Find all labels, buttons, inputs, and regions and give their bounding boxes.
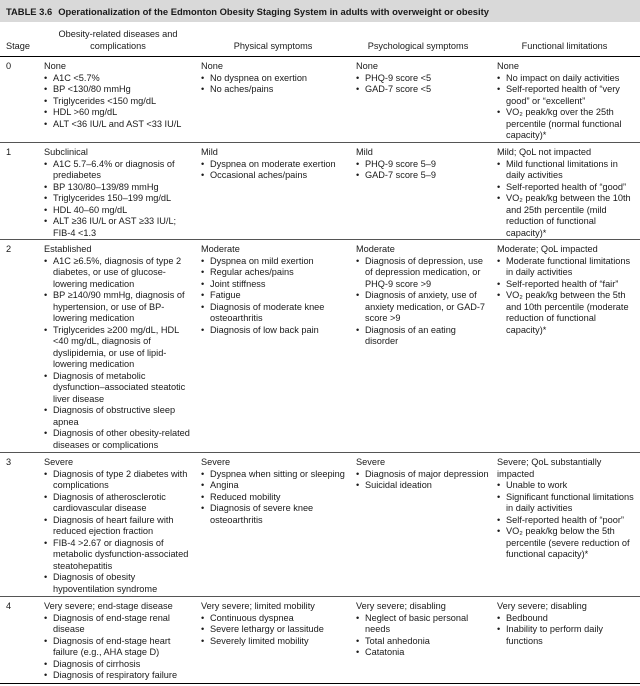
list-item: • HDL 40–60 mg/dL <box>44 205 194 217</box>
list-item: • VO₂ peak/kg below the 5th percentile (severe reduction of functional capacity)* <box>497 526 637 561</box>
list-item: • Diagnosis of end-stage renal disease <box>44 613 194 636</box>
list-item: • Inability to perform daily functions <box>497 624 637 647</box>
list-item: • Fatigue <box>201 290 349 302</box>
header-physical: Physical symptoms <box>233 41 313 51</box>
severity-label: None <box>356 61 378 71</box>
list-item: • Mild functional limitations in daily activities <box>497 159 637 182</box>
list-item: • Diagnosis of end-stage heart failure (e.g., AHA stage D) <box>44 636 194 659</box>
row-1-functional <box>497 147 637 239</box>
list-item: • No aches/pains <box>201 84 349 96</box>
list-item: • Severely limited mobility <box>201 636 349 648</box>
list-item: • Regular aches/pains <box>201 267 349 279</box>
list-item: • Neglect of basic personal needs <box>356 613 490 636</box>
list-item: • Suicidal ideation <box>356 480 490 492</box>
list-item: • No dyspnea on exertion <box>201 73 349 85</box>
severity-label: Severe <box>201 457 231 467</box>
list-item: • Reduced mobility <box>201 492 349 504</box>
list-item: • Diagnosis of cirrhosis <box>44 659 194 671</box>
list-item: • FIB-4 >2.67 or diagnosis of metabolic dysfunction-associated steatohepatitis <box>44 538 194 573</box>
list-item: • Diagnosis of moderate knee osteoarthritis <box>201 302 349 325</box>
header-stage: Stage <box>6 41 31 51</box>
severity-label: Very severe; disabling <box>497 601 587 611</box>
table-title: Operationalization of the Edmonton Obesity Staging System in adults with overweight or obesity <box>58 6 489 17</box>
list-item: • Diagnosis of metabolic dysfunction–associated steatotic liver disease <box>44 371 194 406</box>
severity-label: Mild; QoL not impacted <box>497 147 592 157</box>
list-item: • Diagnosis of depression, use of depression medication, or PHQ-9 score >9 <box>356 256 490 291</box>
severity-label: None <box>44 61 66 71</box>
row-3-diseases <box>44 457 194 595</box>
stage-number: 2 <box>6 244 12 254</box>
list-item: • Self-reported health of “fair” <box>497 279 637 291</box>
list-item: • Diagnosis of respiratory failure <box>44 670 194 682</box>
list-item: • ALT ≥36 IU/L or AST ≥33 IU/L; FIB-4 <1.3 <box>44 216 194 239</box>
row-1-physical <box>201 147 349 182</box>
row-1-psych <box>356 147 490 182</box>
severity-label: Moderate <box>356 244 395 254</box>
list-item: • Moderate functional limitations in daily activities <box>497 256 637 279</box>
list-item: • ALT <36 IU/L and AST <33 IU/L <box>44 119 194 131</box>
list-item: • Diagnosis of type 2 diabetes with complications <box>44 469 194 492</box>
list-item: • Dyspnea when sitting or sleeping <box>201 469 349 481</box>
list-item: • Continuous dyspnea <box>201 613 349 625</box>
list-item: • Triglycerides 150–199 mg/dL <box>44 193 194 205</box>
list-item: • Bedbound <box>497 613 637 625</box>
table-title-bar <box>0 0 640 22</box>
severity-label: Very severe; end-stage disease <box>44 601 173 611</box>
list-item: • Catatonia <box>356 647 490 659</box>
row-divider <box>0 596 640 597</box>
row-divider <box>0 239 640 240</box>
list-item: • Self-reported health of “poor” <box>497 515 637 527</box>
row-3-functional <box>497 457 637 561</box>
list-item: • Diagnosis of obstructive sleep apnea <box>44 405 194 428</box>
list-item: • GAD-7 score <5 <box>356 84 490 96</box>
row-3-physical <box>201 457 349 526</box>
list-item: • BP <130/80 mmHg <box>44 84 194 96</box>
row-2-physical <box>201 244 349 336</box>
list-item: • BP ≥140/90 mmHg, diagnosis of hypertension, or use of BP-lowering medication <box>44 290 194 325</box>
severity-label: Mild <box>356 147 373 157</box>
header-psych: Psychological symptoms <box>367 41 469 51</box>
severity-label: None <box>201 61 223 71</box>
list-item: • Triglycerides <150 mg/dL <box>44 96 194 108</box>
list-item: • No impact on daily activities <box>497 73 637 85</box>
row-4-physical <box>201 601 349 647</box>
row-4-psych <box>356 601 490 659</box>
list-item: • BP 130/80–139/89 mmHg <box>44 182 194 194</box>
list-item: • A1C <5.7% <box>44 73 194 85</box>
list-item: • Diagnosis of low back pain <box>201 325 349 337</box>
severity-label: Very severe; disabling <box>356 601 446 611</box>
severity-label: Severe <box>356 457 386 467</box>
list-item: • Angina <box>201 480 349 492</box>
list-item: • A1C ≥6.5%, diagnosis of type 2 diabetes, or use of glucose-lowering medication <box>44 256 194 291</box>
list-item: • Diagnosis of other obesity-related diseases or complications <box>44 428 194 451</box>
row-2-functional <box>497 244 637 336</box>
list-item: • Dyspnea on mild exertion <box>201 256 349 268</box>
list-item: • Diagnosis of atherosclerotic cardiovascular disease <box>44 492 194 515</box>
list-item: • Self-reported health of “good” <box>497 182 637 194</box>
list-item: • VO₂ peak/kg between the 5th and 10th percentile (moderate reduction of functional capacity)* <box>497 290 637 336</box>
row-0-psych <box>356 61 490 96</box>
severity-label: Established <box>44 244 92 254</box>
list-item: • Diagnosis of severe knee osteoarthritis <box>201 503 349 526</box>
list-item: • Significant functional limitations in daily activities <box>497 492 637 515</box>
severity-label: Very severe; limited mobility <box>201 601 315 611</box>
list-item: • Diagnosis of obesity hypoventilation syndrome <box>44 572 194 595</box>
list-item: • Total anhedonia <box>356 636 490 648</box>
severity-label: Severe <box>44 457 74 467</box>
list-item: • Triglycerides ≥200 mg/dL, HDL <40 mg/dL, diagnosis of dyslipidemia, or use of lipid-lowering medication <box>44 325 194 371</box>
row-3-psych <box>356 457 490 492</box>
severity-label: Subclinical <box>44 147 88 157</box>
list-item: • GAD-7 score 5–9 <box>356 170 490 182</box>
list-item: • PHQ-9 score <5 <box>356 73 490 85</box>
list-item: • Diagnosis of anxiety, use of anxiety medication, or GAD-7 score >9 <box>356 290 490 325</box>
severity-label: None <box>497 61 519 71</box>
severity-label: Moderate <box>201 244 240 254</box>
row-2-diseases <box>44 244 194 451</box>
stage-number: 4 <box>6 601 12 611</box>
severity-label: Moderate; QoL impacted <box>497 244 598 254</box>
row-0-physical <box>201 61 349 96</box>
list-item: • Severe lethargy or lassitude <box>201 624 349 636</box>
row-4-functional <box>497 601 637 647</box>
list-item: • A1C 5.7–6.4% or diagnosis of prediabetes <box>44 159 194 182</box>
list-item: • VO₂ peak/kg over the 25th percentile (normal functional capacity)* <box>497 107 637 142</box>
header-functional: Functional limitations <box>521 41 608 51</box>
row-divider <box>0 142 640 143</box>
list-item: • Self-reported health of “very good” or “excellent” <box>497 84 637 107</box>
row-1-diseases <box>44 147 194 239</box>
list-item: • Diagnosis of major depression <box>356 469 490 481</box>
list-item: • PHQ-9 score 5–9 <box>356 159 490 171</box>
header-diseases: Obesity-related diseases and complications <box>58 29 178 51</box>
list-item: • Diagnosis of an eating disorder <box>356 325 490 348</box>
severity-label: Severe; QoL substantially impacted <box>497 457 602 479</box>
list-item: • Dyspnea on moderate exertion <box>201 159 349 171</box>
list-item: • HDL >60 mg/dL <box>44 107 194 119</box>
row-4-diseases <box>44 601 194 682</box>
stage-number: 0 <box>6 61 12 71</box>
severity-label: Mild <box>201 147 218 157</box>
list-item: • VO₂ peak/kg between the 10th and 25th percentile (mild reduction of functional capacity)* <box>497 193 637 239</box>
list-item: • Diagnosis of heart failure with reduced ejection fraction <box>44 515 194 538</box>
row-2-psych <box>356 244 490 348</box>
row-0-diseases <box>44 61 194 130</box>
row-0-functional <box>497 61 637 142</box>
table-bottom-rule <box>0 683 640 684</box>
list-item: • Unable to work <box>497 480 637 492</box>
stage-number: 1 <box>6 147 12 157</box>
list-item: • Occasional aches/pains <box>201 170 349 182</box>
stage-number: 3 <box>6 457 12 467</box>
list-item: • Joint stiffness <box>201 279 349 291</box>
header-rule <box>0 56 640 57</box>
row-divider <box>0 452 640 453</box>
table-number: TABLE 3.6 <box>6 6 53 17</box>
